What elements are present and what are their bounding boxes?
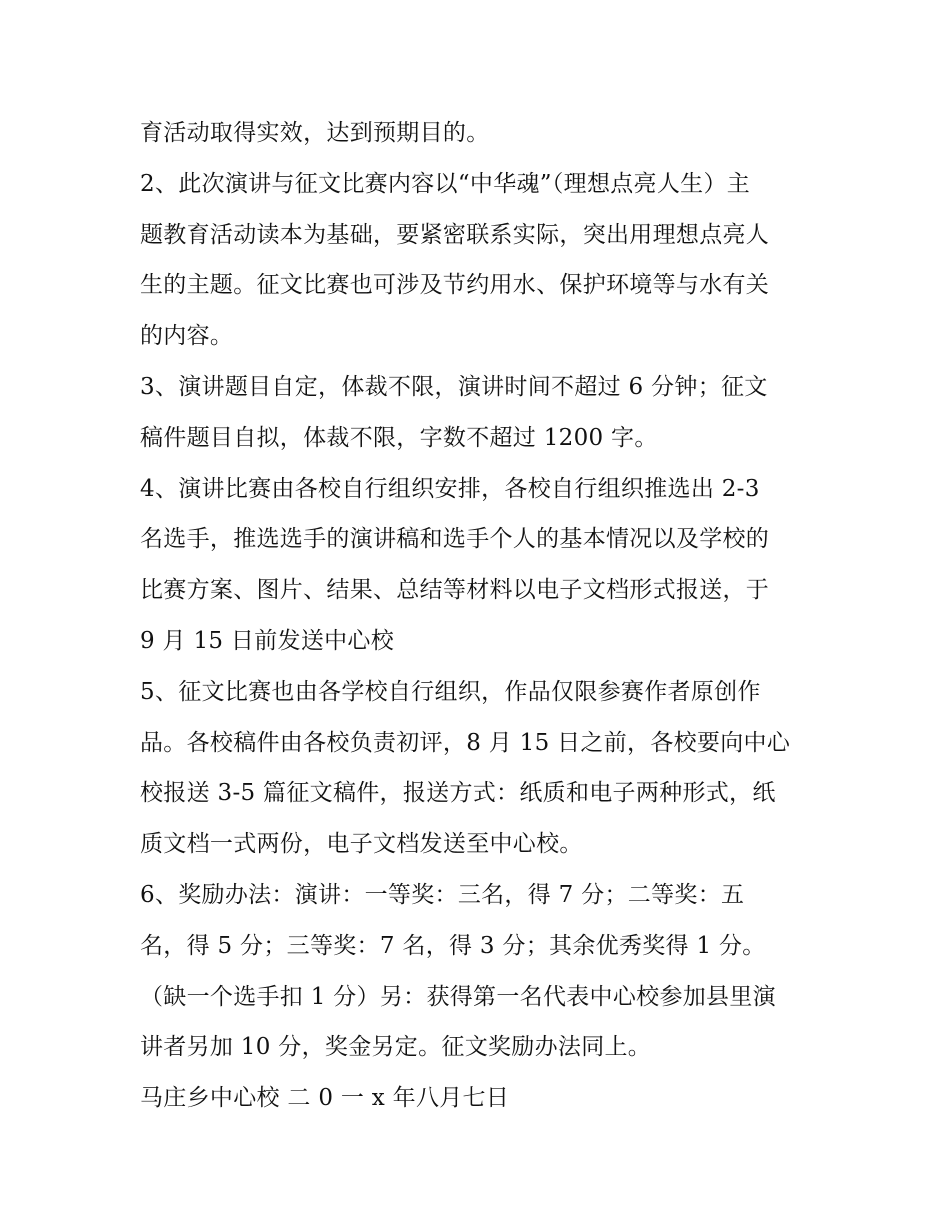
text-line: 题教育活动读本为基础，要紧密联系实际，突出用理想点亮人 [140, 221, 770, 248]
text-line: 9 月 15 日前发送中心校 [140, 627, 395, 654]
text-line: 2、此次演讲与征文比赛内容以“中华魂”（理想点亮人生）主 [140, 170, 751, 197]
text-line: 稿件题目自拟，体裁不限，字数不超过 1200 字。 [140, 424, 658, 451]
text-line: 生的主题。征文比赛也可涉及节约用水、保护环境等与水有关 [140, 272, 770, 299]
text-line: 6、奖励办法：演讲：一等奖：三名，得 7 分；二等奖：五 [140, 881, 745, 908]
text-line: 质文档一式两份，电子文档发送至中心校。 [140, 831, 583, 858]
text-line: 的内容。 [140, 323, 234, 350]
text-line: 4、演讲比赛由各校自行组织安排，各校自行组织推选出 2-3 [140, 475, 760, 502]
text-line: 比赛方案、图片、结果、总结等材料以电子文档形式报送，于 [140, 577, 770, 604]
text-line: 育活动取得实效，达到预期目的。 [140, 120, 490, 146]
text-line: 品。各校稿件由各校负责初评，8 月 15 日之前，各校要向中心 [140, 729, 791, 756]
text-line: 校报送 3-5 篇征文稿件，报送方式：纸质和电子两种形式，纸 [140, 780, 776, 807]
text-line: 名，得 5 分；三等奖：7 名，得 3 分；其余优秀奖得 1 分。 [140, 932, 766, 959]
document-body [140, 108, 820, 1124]
signature-date-line: 马庄乡中心校 二 0 一 x 年八月七日 [140, 1085, 510, 1112]
text-line: 5、征文比赛也由各学校自行组织，作品仅限参赛作者原创作 [140, 678, 761, 705]
text-line: 3、演讲题目自定，体裁不限，演讲时间不超过 6 分钟；征文 [140, 373, 768, 400]
text-line: 讲者另加 10 分，奖金另定。征文奖励办法同上。 [140, 1034, 652, 1061]
text-line: （缺一个选手扣 1 分）另：获得第一名代表中心校参加县里演 [140, 983, 776, 1010]
text-line: 名选手，推选选手的演讲稿和选手个人的基本情况以及学校的 [140, 526, 770, 553]
